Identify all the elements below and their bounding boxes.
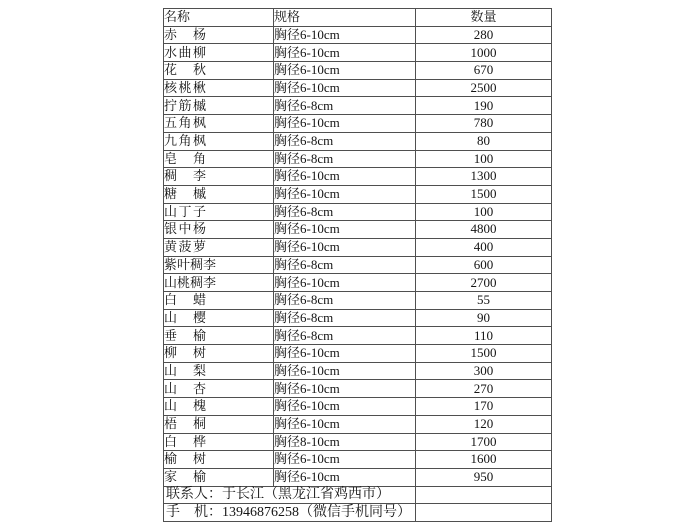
- spec-cell: 胸径6-10cm: [274, 274, 416, 292]
- table-row: [164, 168, 552, 186]
- qty-cell: 100: [416, 150, 552, 168]
- tree-name-cell: [164, 221, 274, 239]
- qty-cell: 80: [416, 132, 552, 150]
- table-row: [164, 238, 552, 256]
- tree-name-cell: [164, 44, 274, 62]
- qty-cell: 55: [416, 292, 552, 310]
- table-row: [164, 203, 552, 221]
- spec-cell: 胸径6-8cm: [274, 150, 416, 168]
- table-body: [164, 26, 552, 486]
- contact-person-row: [164, 486, 552, 504]
- spec-cell: 胸径6-10cm: [274, 398, 416, 416]
- qty-cell: 1700: [416, 433, 552, 451]
- qty-cell: 170: [416, 398, 552, 416]
- tree-name-cell: [164, 433, 274, 451]
- qty-cell: 4800: [416, 221, 552, 239]
- spec-cell: 胸径6-10cm: [274, 115, 416, 133]
- tree-name-cell: [164, 327, 274, 345]
- tree-name-cell: [164, 79, 274, 97]
- table-row: [164, 451, 552, 469]
- qty-cell: 1500: [416, 185, 552, 203]
- tree-name: 垂榆: [164, 327, 206, 343]
- spec-cell: 胸径6-10cm: [274, 451, 416, 469]
- qty-cell: 400: [416, 238, 552, 256]
- qty-cell: 90: [416, 309, 552, 327]
- table-row: [164, 415, 552, 433]
- qty-cell: 2700: [416, 274, 552, 292]
- spec-cell: 胸径6-10cm: [274, 362, 416, 380]
- tree-name: 山杏: [164, 380, 206, 396]
- tree-name-cell: [164, 150, 274, 168]
- contact-phone-cell: 手 机：13946876258（微信手机同号）: [164, 504, 416, 522]
- qty-cell: 270: [416, 380, 552, 398]
- spec-cell: 胸径6-10cm: [274, 468, 416, 486]
- tree-name-cell: [164, 380, 274, 398]
- tree-name: 梧桐: [164, 416, 206, 431]
- table-row: [164, 44, 552, 62]
- tree-name-cell: [164, 132, 274, 150]
- qty-cell: 1300: [416, 168, 552, 186]
- spec-cell: 胸径6-10cm: [274, 415, 416, 433]
- spec-cell: 胸径6-8cm: [274, 256, 416, 274]
- tree-name-cell: [164, 345, 274, 363]
- tree-name-cell: [164, 203, 274, 221]
- column-header-name: 名称: [164, 9, 274, 27]
- spec-cell: 胸径6-8cm: [274, 309, 416, 327]
- empty-cell: [416, 504, 552, 522]
- qty-cell: 120: [416, 415, 552, 433]
- table-row: [164, 292, 552, 310]
- table-row: [164, 380, 552, 398]
- contact-phone-row: [164, 504, 552, 522]
- tree-name: 山桃稠李: [164, 274, 217, 290]
- table-row: [164, 398, 552, 416]
- qty-cell: 100: [416, 203, 552, 221]
- tree-name: 九角枫: [164, 133, 206, 148]
- table-row: [164, 362, 552, 380]
- table-row: [164, 468, 552, 486]
- tree-name: 白桦: [164, 433, 206, 449]
- spec-cell: 胸径6-10cm: [274, 238, 416, 256]
- tree-name: 黄菠萝: [164, 239, 206, 255]
- tree-name: 五角枫: [164, 115, 206, 131]
- tree-name-cell: [164, 115, 274, 133]
- spec-cell: 胸径6-8cm: [274, 327, 416, 345]
- tree-name: 糖槭: [164, 186, 206, 202]
- tree-name-cell: [164, 415, 274, 433]
- tree-name-cell: [164, 256, 274, 274]
- tree-name: 山丁子: [164, 203, 206, 219]
- tree-name: 拧筋槭: [164, 97, 206, 113]
- header-row: [164, 9, 552, 27]
- tree-name: 皂角: [164, 150, 206, 166]
- qty-cell: 110: [416, 327, 552, 345]
- qty-cell: 190: [416, 97, 552, 115]
- qty-cell: 950: [416, 468, 552, 486]
- spec-cell: 胸径6-8cm: [274, 203, 416, 221]
- column-header-qty: 数量: [416, 9, 552, 27]
- spec-cell: 胸径6-10cm: [274, 168, 416, 186]
- spec-cell: 胸径8-10cm: [274, 433, 416, 451]
- tree-name: 山樱: [164, 309, 206, 325]
- column-header-spec: 规格: [274, 9, 416, 27]
- tree-name-cell: [164, 26, 274, 44]
- tree-name: 山槐: [164, 398, 206, 414]
- qty-cell: 600: [416, 256, 552, 274]
- empty-cell: [416, 486, 552, 504]
- table-row: [164, 185, 552, 203]
- tree-name-cell: [164, 309, 274, 327]
- spec-cell: 胸径6-8cm: [274, 132, 416, 150]
- qty-cell: 1000: [416, 44, 552, 62]
- tree-name-cell: [164, 398, 274, 416]
- tree-name-cell: [164, 468, 274, 486]
- tree-name-cell: [164, 292, 274, 310]
- qty-cell: 1600: [416, 451, 552, 469]
- table-row: [164, 433, 552, 451]
- tree-name: 花秋: [164, 62, 206, 78]
- table-row: [164, 79, 552, 97]
- spec-cell: 胸径6-8cm: [274, 292, 416, 310]
- tree-name: 水曲柳: [164, 44, 206, 60]
- qty-cell: 2500: [416, 79, 552, 97]
- seedling-inventory-table: [163, 8, 552, 522]
- tree-name: 山梨: [164, 362, 206, 378]
- table-row: [164, 97, 552, 115]
- tree-name-cell: [164, 97, 274, 115]
- table-row: [164, 26, 552, 44]
- table-row: [164, 150, 552, 168]
- table-row: [164, 327, 552, 345]
- qty-cell: 670: [416, 62, 552, 80]
- qty-cell: 780: [416, 115, 552, 133]
- spec-cell: 胸径6-8cm: [274, 97, 416, 115]
- spec-cell: 胸径6-10cm: [274, 79, 416, 97]
- tree-name-cell: [164, 62, 274, 80]
- spec-cell: 胸径6-10cm: [274, 221, 416, 239]
- tree-name: 家榆: [164, 469, 206, 485]
- tree-name: 紫叶稠李: [164, 256, 217, 272]
- tree-name-cell: [164, 238, 274, 256]
- spec-cell: 胸径6-10cm: [274, 62, 416, 80]
- table-row: [164, 62, 552, 80]
- tree-name: 稠李: [164, 168, 206, 184]
- tree-name: 赤杨: [164, 26, 206, 42]
- spec-cell: 胸径6-10cm: [274, 44, 416, 62]
- table-row: [164, 132, 552, 150]
- tree-name-cell: [164, 274, 274, 292]
- tree-name: 榆树: [164, 451, 206, 467]
- spec-cell: 胸径6-10cm: [274, 185, 416, 203]
- table-row: [164, 274, 552, 292]
- table-row: [164, 221, 552, 239]
- tree-name-cell: [164, 451, 274, 469]
- table-row: [164, 256, 552, 274]
- spec-cell: 胸径6-10cm: [274, 345, 416, 363]
- tree-name: 银中杨: [164, 221, 206, 237]
- qty-cell: 300: [416, 362, 552, 380]
- tree-name: 核桃楸: [164, 79, 206, 95]
- table-row: [164, 309, 552, 327]
- tree-name-cell: [164, 362, 274, 380]
- tree-name-cell: [164, 185, 274, 203]
- qty-cell: 280: [416, 26, 552, 44]
- spec-cell: 胸径6-10cm: [274, 26, 416, 44]
- qty-cell: 1500: [416, 345, 552, 363]
- table-row: [164, 345, 552, 363]
- tree-name: 柳树: [164, 345, 206, 361]
- contact-person-cell: 联系人：于长江（黑龙江省鸡西市）: [164, 486, 416, 504]
- table-row: [164, 115, 552, 133]
- spec-cell: 胸径6-10cm: [274, 380, 416, 398]
- tree-name: 白蜡: [164, 292, 206, 308]
- tree-name-cell: [164, 168, 274, 186]
